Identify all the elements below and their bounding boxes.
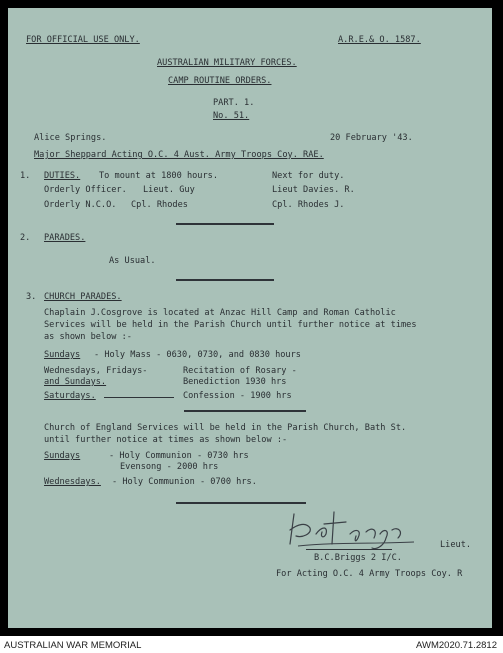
handwritten-signature [276,508,426,554]
orderly-officer-next: Lieut Davies. R. [272,185,355,195]
section-heading-duties: DUTIES. [44,171,81,181]
section-heading-parades: PARADES. [44,233,86,243]
orderly-nco-name: Cpl. Rhodes [131,200,188,210]
separator-line [176,502,306,504]
rc-wednesdays-label: Wednesdays, Fridays- [44,366,148,376]
orderly-nco-label: Orderly N.C.O. [44,200,117,210]
church-intro-line: as shown below :- [44,332,132,342]
commander-line: Major Sheppard Acting O.C. 4 Aust. Army Troops Coy. RAE. [34,150,324,160]
coe-intro-line: Church of England Services will be held in the Parish Church, Bath St. [44,423,407,433]
signatory-for: For Acting O.C. 4 Army Troops Coy. R [276,569,463,579]
next-for-duty-label: Next for duty. [272,171,345,181]
section-number: 2. [20,233,31,243]
classification-text: FOR OFFICIAL USE ONLY. [26,35,140,45]
rc-sundays-label: Sundays [44,350,81,360]
signature-line [306,549,392,550]
place-text: Alice Springs. [34,133,107,143]
separator-line [176,279,274,281]
coe-sundays-text: Evensong - 2000 hrs [120,462,219,472]
church-intro-line: Chaplain J.Cosgrove is located at Anzac Hill Camp and Roman Catholic [44,308,396,318]
section-number: 3. [26,292,37,302]
orderly-nco-next: Cpl. Rhodes J. [272,200,345,210]
coe-wednesdays-label: Wednesdays. [44,477,101,487]
section-number: 1. [20,171,31,181]
rc-wednesdays-text: Benediction 1930 hrs [183,377,287,387]
church-intro-line: Services will be held in the Parish Church until further notice at times [44,320,417,330]
part-label: PART. 1. [213,98,255,108]
rc-saturdays-text: Confession - 1900 hrs [183,391,292,401]
accession-number: AWM2020.71.2812 [416,640,497,651]
institution-name: AUSTRALIAN WAR MEMORIAL [4,640,142,651]
force-heading: AUSTRALIAN MILITARY FORCES. [157,58,297,68]
rc-wednesdays-label: and Sundays. [44,377,107,387]
orders-title: CAMP ROUTINE ORDERS. [168,76,272,86]
orderly-officer-label: Orderly Officer. [44,185,127,195]
separator-line [184,410,306,412]
separator-line [176,223,274,225]
coe-wednesdays-text: - Holy Communion - 0700 hrs. [112,477,257,487]
mount-time: To mount at 1800 hours. [99,171,218,181]
section-heading-church: CHURCH PARADES. [44,292,122,302]
rc-saturdays-label: Saturdays. [44,391,96,401]
dash-line [104,397,174,398]
coe-intro-line: until further notice at times as shown below :- [44,435,288,445]
signatory-rank: Lieut. [440,540,472,550]
order-number: No. 51. [213,111,250,121]
rc-wednesdays-text: Recitation of Rosary - [183,366,297,376]
orderly-officer-name: Lieut. Guy [143,185,195,195]
rc-sundays-text: - Holy Mass - 0630, 0730, and 0830 hours [94,350,301,360]
archive-footer [0,636,503,653]
document-page [8,8,492,628]
reference-number: A.R.E.& O. 1587. [338,35,421,45]
parades-text: As Usual. [109,256,156,266]
date-text: 20 February '43. [330,133,413,143]
signatory-name: B.C.Briggs 2 I/C. [314,553,402,563]
coe-sundays-text: - Holy Communion - 0730 hrs [109,451,249,461]
coe-sundays-label: Sundays [44,451,81,461]
